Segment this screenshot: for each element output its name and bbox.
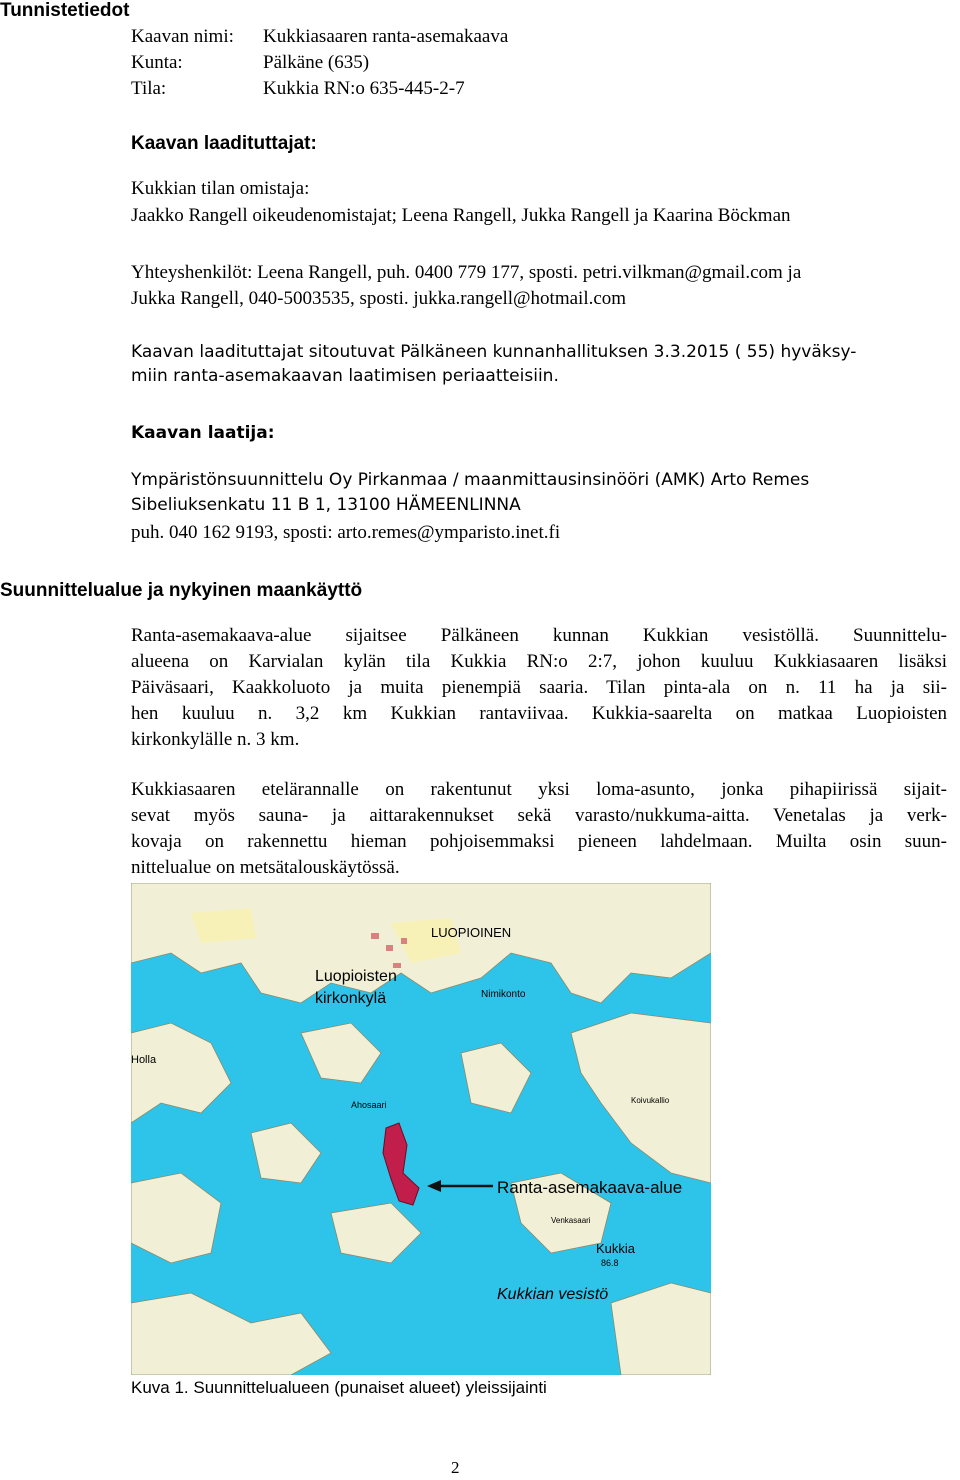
- map-label-village-1: Luopioisten: [315, 968, 397, 985]
- author-line-3: puh. 040 162 9193, sposti: arto.remes@ymparisto.inet.fi: [131, 522, 561, 543]
- building: [401, 938, 407, 944]
- map-label-village-2: kirkonkylä: [315, 990, 387, 1007]
- page-number: 2: [451, 1458, 460, 1477]
- area-p1-line-3: Päiväsaari, Kaakkoluoto ja muita pienempiä saaria. Tilan pinta-ala on n. 11 ha ja sii-: [131, 677, 947, 698]
- building: [371, 933, 379, 939]
- contacts-line-2: Jukka Rangell, 040-5003535, sposti. jukka.rangell@hotmail.com: [131, 288, 627, 309]
- map-label-venkasaari: Venkasaari: [551, 1216, 591, 1225]
- author-heading: Kaavan laatija:: [131, 423, 275, 443]
- map-svg: [131, 883, 711, 1375]
- map-label-ahosaari: Ahosaari: [351, 1100, 387, 1110]
- commitment-line-1: Kaavan laadituttajat sitoutuvat Pälkäneen kunnanhallituksen 3.3.2015 ( 55) hyväksy-: [131, 342, 857, 362]
- map-label-depth: 86.8: [601, 1258, 619, 1268]
- figure-caption: Kuva 1. Suunnittelualueen (punaiset alueet) yleissijainti: [131, 1378, 547, 1397]
- building: [386, 945, 393, 951]
- map-label-holla: Holla: [131, 1054, 157, 1066]
- municipality-label: Kunta:: [131, 52, 183, 73]
- area-p2-line-4: nittelualue on metsätalouskäytössä.: [131, 857, 400, 878]
- map-label-nimikonto: Nimikonto: [481, 989, 526, 1000]
- area-p1-line-2: alueena on Karvialan kylän tila Kukkia RN:o 2:7, johon kuuluu Kukkiasaaren lisäksi: [131, 651, 947, 672]
- plan-name-label: Kaavan nimi:: [131, 26, 234, 47]
- area-p1-line-4: hen kuuluu n. 3,2 km Kukkian rantaviivaa. Kukkia-saarelta on matkaa Luopioisten: [131, 703, 947, 724]
- owner-label: Kukkian tilan omistaja:: [131, 178, 310, 199]
- area-p2-line-3: kovaja on rakennettu hieman pohjoisemmaksi pieneen lahdelmaan. Muilta osin suun-: [131, 831, 947, 852]
- area-paragraph-2: [131, 777, 947, 881]
- owners-text: Jaakko Rangell oikeudenomistajat; Leena Rangell, Jukka Rangell ja Kaarina Böckman: [131, 205, 791, 226]
- section-heading-area: Suunnittelualue ja nykyinen maankäyttö: [0, 580, 363, 601]
- author-line-2: Sibeliuksenkatu 11 B 1, 13100 HÄMEENLINNA: [131, 495, 521, 515]
- commissioners-heading: Kaavan laadituttajat:: [131, 133, 317, 154]
- area-p2-line-1: Kukkiasaaren etelärannalle on rakentunut yksi loma-asunto, jonka pihapiirissä sijait-: [131, 779, 947, 800]
- municipality-value: Pälkäne (635): [263, 52, 370, 73]
- map-label-town: LUOPIOINEN: [431, 925, 512, 940]
- location-map: [131, 883, 711, 1375]
- area-p2-line-2: sevat myös sauna- ja aittarakennukset sekä varasto/nukkuma-aitta. Venetalas ja verk-: [131, 805, 947, 826]
- map-label-kukkia: Kukkia: [596, 1241, 636, 1256]
- field-2: [191, 908, 256, 943]
- map-label-lake: Kukkian vesistö: [497, 1286, 609, 1303]
- area-p1-line-5: kirkonkylälle n. 3 km.: [131, 729, 300, 750]
- area-p1-line-1: Ranta-asemakaava-alue sijaitsee Pälkäneen kunnan Kukkian vesistöllä. Suunnittelu-: [131, 625, 947, 646]
- map-label-plan-area: Ranta-asemakaava-alue: [497, 1178, 683, 1197]
- estate-label: Tila:: [131, 78, 167, 99]
- commitment-line-2: miin ranta-asemakaavan laatimisen periaatteisiin.: [131, 366, 559, 386]
- map-label-koivukallio: Koivukallio: [631, 1096, 670, 1105]
- area-paragraph-1: [131, 623, 947, 753]
- contacts-line-1: Yhteyshenkilöt: Leena Rangell, puh. 0400 779 177, sposti. petri.vilkman@gmail.com ja: [131, 262, 802, 283]
- section-heading-identity: Tunnistetiedot: [0, 0, 130, 21]
- author-line-1: Ympäristönsuunnittelu Oy Pirkanmaa / maanmittausinsinööri (AMK) Arto Remes: [131, 470, 810, 490]
- plan-name-value: Kukkiasaaren ranta-asemakaava: [263, 26, 509, 47]
- estate-value: Kukkia RN:o 635-445-2-7: [263, 78, 465, 99]
